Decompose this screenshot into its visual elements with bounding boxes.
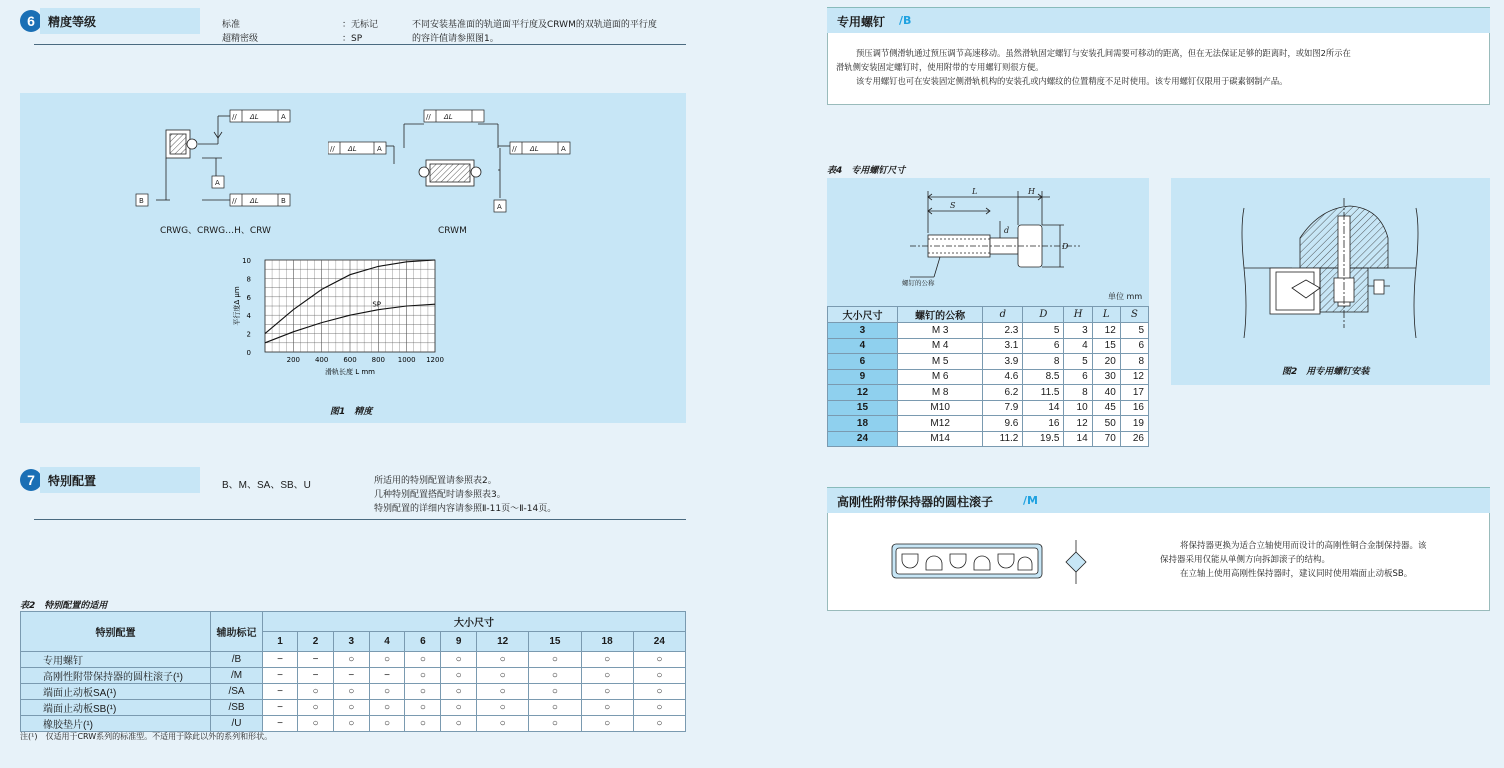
size-header: 4 xyxy=(369,632,405,652)
applicability-cell: ○ xyxy=(298,684,334,700)
table-4-caption: 表4 专用螺钉尺寸 xyxy=(827,166,906,176)
config-mark: /M xyxy=(211,668,263,684)
applicability-cell: ○ xyxy=(529,652,581,668)
value-cell: 11.5 xyxy=(1023,385,1064,401)
section-7-description: 所适用的特别配置请参照表2。 几种特别配置搭配时请参照表3。 特别配置的详细内容请参照Ⅱ-11页〜Ⅱ-14页。 xyxy=(374,476,557,514)
applicability-cell: ○ xyxy=(633,652,685,668)
series-label: SP xyxy=(372,300,382,309)
size-header: 18 xyxy=(581,632,633,652)
value-cell: 7.9 xyxy=(983,400,1023,416)
applicability-cell: ○ xyxy=(633,700,685,716)
screw-section-header xyxy=(827,7,1490,33)
table-row xyxy=(828,431,1149,447)
value-cell: 8.5 xyxy=(1023,369,1064,385)
value-cell: 16 xyxy=(1023,416,1064,432)
column-header: 螺钉的公称 xyxy=(897,307,982,323)
section-7-rule xyxy=(34,519,686,520)
datum-b-box: B xyxy=(139,197,144,205)
svg-text://: // xyxy=(426,113,431,121)
value-cell: 5 xyxy=(1120,323,1148,339)
applicability-cell: ○ xyxy=(441,700,477,716)
applicability-cell: − xyxy=(263,700,298,716)
value-cell: 6 xyxy=(1064,369,1092,385)
applicability-cell: ○ xyxy=(477,700,529,716)
grade-description: 不同安装基准面的轨道面平行度及CRWM的双轨道面的平行度 的容许值请参照图1。 xyxy=(412,20,657,44)
y-tick-label: 6 xyxy=(246,293,251,302)
x-tick-label: 400 xyxy=(314,356,329,364)
value-cell: 11.2 xyxy=(983,431,1023,447)
applicability-cell: ○ xyxy=(633,668,685,684)
applicability-cell: − xyxy=(263,652,298,668)
applicability-cell: − xyxy=(263,684,298,700)
applicability-cell: ○ xyxy=(529,684,581,700)
mounting-drawing xyxy=(1230,188,1430,348)
value-cell: M14 xyxy=(897,431,982,447)
size-header: 9 xyxy=(441,632,477,652)
size-header: 6 xyxy=(405,632,441,652)
applicability-cell: ○ xyxy=(529,700,581,716)
section-number: 7 xyxy=(20,469,42,491)
size-cell: 24 xyxy=(828,431,898,447)
config-name: 高刚性附带保持器的圆柱滚子(¹) xyxy=(21,668,211,684)
value-cell: 9.6 xyxy=(983,416,1023,432)
size-cell: 12 xyxy=(828,385,898,401)
table-row xyxy=(21,716,686,732)
config-name: 端面止动板SA(¹) xyxy=(21,684,211,700)
option-codes: B、M、SA、SB、U xyxy=(222,480,311,491)
table-row xyxy=(21,652,686,668)
config-name: 橡胶垫片(¹) xyxy=(21,716,211,732)
column-header: H xyxy=(1064,307,1092,323)
crwm-label: CRWM xyxy=(438,226,467,236)
value-cell: 3.1 xyxy=(983,338,1023,354)
value-cell: 4 xyxy=(1064,338,1092,354)
value-cell: 6 xyxy=(1023,338,1064,354)
x-tick-label: 1000 xyxy=(397,356,416,364)
screw-dimension-table xyxy=(827,306,1149,447)
config-mark: /SB xyxy=(211,700,263,716)
table-row xyxy=(21,700,686,716)
dim-S: S xyxy=(950,201,956,210)
value-cell: 12 xyxy=(1092,323,1120,339)
value-cell: 14 xyxy=(1023,400,1064,416)
table-row xyxy=(828,400,1149,416)
value-cell: 12 xyxy=(1120,369,1148,385)
value-cell: M 3 xyxy=(897,323,982,339)
size-header: 1 xyxy=(263,632,298,652)
crwg-label: CRWG、CRWG…H、CRW xyxy=(160,226,271,236)
grade-labels: 标准 超精密级 xyxy=(222,20,259,44)
parallelism-chart xyxy=(225,252,455,392)
roller-description: 将保持器更换为适合立轴使用而设计的高刚性铜合金制保持器。该 保持器采用仅能从单侧方向拆卸滚子的结构。 在立轴上使用高刚性保持器时，建议同时使用端面止动板SB。 xyxy=(1160,541,1427,579)
section-title: 特别配置 xyxy=(40,467,200,493)
applicability-cell: ○ xyxy=(477,668,529,684)
value-cell: 26 xyxy=(1120,431,1148,447)
applicability-cell: ○ xyxy=(405,684,441,700)
applicability-cell: − xyxy=(298,652,334,668)
value-cell: 6 xyxy=(1120,338,1148,354)
applicability-cell: ○ xyxy=(369,652,405,668)
applicability-cell: ○ xyxy=(581,652,633,668)
value-cell: M 6 xyxy=(897,369,982,385)
value-cell: 3 xyxy=(1064,323,1092,339)
grade-marks: ：无标记 ：SP xyxy=(342,20,379,44)
y-tick-label: 8 xyxy=(246,275,251,284)
table-row xyxy=(828,338,1149,354)
applicability-cell: ○ xyxy=(441,716,477,732)
column-header: D xyxy=(1023,307,1064,323)
applicability-cell: ○ xyxy=(581,700,633,716)
parallel-symbol: // xyxy=(232,113,237,121)
applicability-cell: ○ xyxy=(441,652,477,668)
svg-text:A: A xyxy=(377,145,382,153)
applicability-cell: ○ xyxy=(333,684,369,700)
value-cell: 4.6 xyxy=(983,369,1023,385)
roller-title: 高刚性附带保持器的圆柱滚子 xyxy=(837,495,994,509)
svg-text:ΔL: ΔL xyxy=(530,145,539,153)
config-name: 专用螺钉 xyxy=(21,652,211,668)
table-row xyxy=(21,684,686,700)
applicability-cell: − xyxy=(263,716,298,732)
size-cell: 3 xyxy=(828,323,898,339)
applicability-cell: ○ xyxy=(405,716,441,732)
value-cell: 70 xyxy=(1092,431,1120,447)
value-cell: M 5 xyxy=(897,354,982,370)
applicability-cell: ○ xyxy=(529,668,581,684)
value-cell: 14 xyxy=(1064,431,1092,447)
applicability-cell: ○ xyxy=(333,700,369,716)
svg-text:B: B xyxy=(281,197,286,205)
config-mark: /B xyxy=(211,652,263,668)
header-config: 特别配置 xyxy=(21,612,211,652)
y-tick-label: 10 xyxy=(242,257,251,265)
value-cell: 8 xyxy=(1023,354,1064,370)
applicability-cell: ○ xyxy=(477,652,529,668)
size-cell: 18 xyxy=(828,416,898,432)
applicability-cell: ○ xyxy=(333,652,369,668)
applicability-cell: − xyxy=(263,668,298,684)
roller-suffix: /M xyxy=(1023,494,1038,507)
y-tick-label: 4 xyxy=(246,312,251,321)
dim-L: L xyxy=(972,187,978,196)
header-size: 大小尺寸 xyxy=(263,612,686,632)
section-6-header xyxy=(20,8,200,34)
applicability-cell: ○ xyxy=(581,684,633,700)
screw-description: 预压调节侧滑轨通过预压调节高速移动。虽然滑轨固定螺钉与安装孔间需要可移动的距离，但在无法保证足够的距离时，或如图2所示在 滑轨侧安装固定螺钉时，使用附带的专用螺钉则很方便。 该专用螺钉也可在安装固定侧滑轨机构的安装孔或内螺纹的位置精度不足时使用。该专用螺钉仅限用于碳素钢制产品。 xyxy=(836,48,1351,86)
value-cell: 17 xyxy=(1120,385,1148,401)
value-cell: 5 xyxy=(1064,354,1092,370)
table-2-note: 注(¹) 仅适用于CRW系列的标准型。不适用于除此以外的系列和形状。 xyxy=(20,732,273,741)
size-cell: 4 xyxy=(828,338,898,354)
x-tick-label: 600 xyxy=(343,356,357,364)
value-cell: 40 xyxy=(1092,385,1120,401)
value-cell: 12 xyxy=(1064,416,1092,432)
x-tick-label: 1200 xyxy=(426,356,444,364)
value-cell: M10 xyxy=(897,400,982,416)
size-cell: 9 xyxy=(828,369,898,385)
value-cell: M12 xyxy=(897,416,982,432)
svg-text:A: A xyxy=(497,203,502,211)
section-number: 6 xyxy=(20,10,42,32)
section-7-header xyxy=(20,467,200,493)
x-tick-label: 200 xyxy=(286,356,301,364)
special-config-table xyxy=(20,611,686,732)
x-axis-label: 滑轨长度 L mm xyxy=(325,368,375,376)
value-cell: 8 xyxy=(1064,385,1092,401)
y-tick-label: 0 xyxy=(246,349,251,357)
table-row xyxy=(828,385,1149,401)
applicability-cell: ○ xyxy=(369,684,405,700)
applicability-cell: ○ xyxy=(441,684,477,700)
y-axis-label: 平行度Δ μm xyxy=(233,286,241,326)
value-cell: 6.2 xyxy=(983,385,1023,401)
applicability-cell: ○ xyxy=(333,716,369,732)
applicability-cell: ○ xyxy=(298,716,334,732)
value-cell: 15 xyxy=(1092,338,1120,354)
table-row xyxy=(828,354,1149,370)
svg-text:ΔL: ΔL xyxy=(250,197,259,205)
applicability-cell: ○ xyxy=(405,668,441,684)
table-row xyxy=(21,668,686,684)
applicability-cell: ○ xyxy=(477,684,529,700)
y-tick-label: 2 xyxy=(246,330,251,339)
value-cell: 8 xyxy=(1120,354,1148,370)
size-header: 15 xyxy=(529,632,581,652)
value-cell: 50 xyxy=(1092,416,1120,432)
value-cell: 3.9 xyxy=(983,354,1023,370)
unit-label: 单位 mm xyxy=(1108,292,1143,301)
size-cell: 6 xyxy=(828,354,898,370)
column-header: d xyxy=(983,307,1023,323)
table-2-caption: 表2 特别配置的适用 xyxy=(20,601,108,611)
value-cell: 19.5 xyxy=(1023,431,1064,447)
applicability-cell: ○ xyxy=(405,652,441,668)
figure-1-caption: 图1 精度 xyxy=(330,407,373,417)
x-tick-label: 800 xyxy=(371,356,386,364)
svg-text:A: A xyxy=(561,145,566,153)
value-cell: 16 xyxy=(1120,400,1148,416)
table-row xyxy=(828,369,1149,385)
value-cell: 19 xyxy=(1120,416,1148,432)
applicability-cell: ○ xyxy=(369,700,405,716)
value-cell: M 4 xyxy=(897,338,982,354)
applicability-cell: ○ xyxy=(369,716,405,732)
config-mark: /U xyxy=(211,716,263,732)
svg-text://: // xyxy=(330,145,335,153)
column-header: 大小尺寸 xyxy=(828,307,898,323)
applicability-cell: − xyxy=(333,668,369,684)
value-cell: 45 xyxy=(1092,400,1120,416)
table-row xyxy=(828,323,1149,339)
section-title: 精度等级 xyxy=(40,8,200,34)
table-row xyxy=(828,416,1149,432)
applicability-cell: ○ xyxy=(581,716,633,732)
crwg-diagram xyxy=(130,108,300,213)
screw-title: 专用螺钉 xyxy=(837,15,886,29)
svg-text:ΔL: ΔL xyxy=(444,113,453,121)
value-cell: M 8 xyxy=(897,385,982,401)
size-header: 3 xyxy=(333,632,369,652)
svg-text://: // xyxy=(232,197,237,205)
applicability-cell: ○ xyxy=(441,668,477,684)
value-cell: 30 xyxy=(1092,369,1120,385)
size-header: 24 xyxy=(633,632,685,652)
tolerance-label: ΔL xyxy=(250,113,259,121)
header-mark: 辅助标记 xyxy=(211,612,263,652)
cage-drawing xyxy=(890,540,1100,584)
size-header: 12 xyxy=(477,632,529,652)
dim-H: H xyxy=(1028,187,1035,196)
applicability-cell: ○ xyxy=(298,700,334,716)
applicability-cell: − xyxy=(369,668,405,684)
applicability-cell: ○ xyxy=(477,716,529,732)
datum-a-box: A xyxy=(215,179,220,187)
applicability-cell: ○ xyxy=(405,700,441,716)
svg-text:ΔL: ΔL xyxy=(348,145,357,153)
config-name: 端面止动板SB(¹) xyxy=(21,700,211,716)
value-cell: 20 xyxy=(1092,354,1120,370)
column-header: S xyxy=(1120,307,1148,323)
dim-d: d xyxy=(1004,226,1010,235)
applicability-cell: − xyxy=(298,668,334,684)
dim-D: D xyxy=(1062,242,1069,251)
roller-section-header xyxy=(827,487,1490,513)
svg-text://: // xyxy=(512,145,517,153)
applicability-cell: ○ xyxy=(633,716,685,732)
value-cell: 5 xyxy=(1023,323,1064,339)
size-header: 2 xyxy=(298,632,334,652)
datum-a-label: A xyxy=(281,113,286,121)
size-cell: 15 xyxy=(828,400,898,416)
value-cell: 10 xyxy=(1064,400,1092,416)
crwm-diagram xyxy=(328,108,578,218)
screw-label: 螺钉的公称 xyxy=(902,279,935,287)
screw-drawing xyxy=(880,185,1100,290)
applicability-cell: ○ xyxy=(581,668,633,684)
screw-suffix: /B xyxy=(899,14,912,27)
applicability-cell: ○ xyxy=(633,684,685,700)
applicability-cell: ○ xyxy=(529,716,581,732)
value-cell: 2.3 xyxy=(983,323,1023,339)
column-header: L xyxy=(1092,307,1120,323)
config-mark: /SA xyxy=(211,684,263,700)
figure-2-caption: 图2 用专用螺钉安装 xyxy=(1282,367,1370,377)
